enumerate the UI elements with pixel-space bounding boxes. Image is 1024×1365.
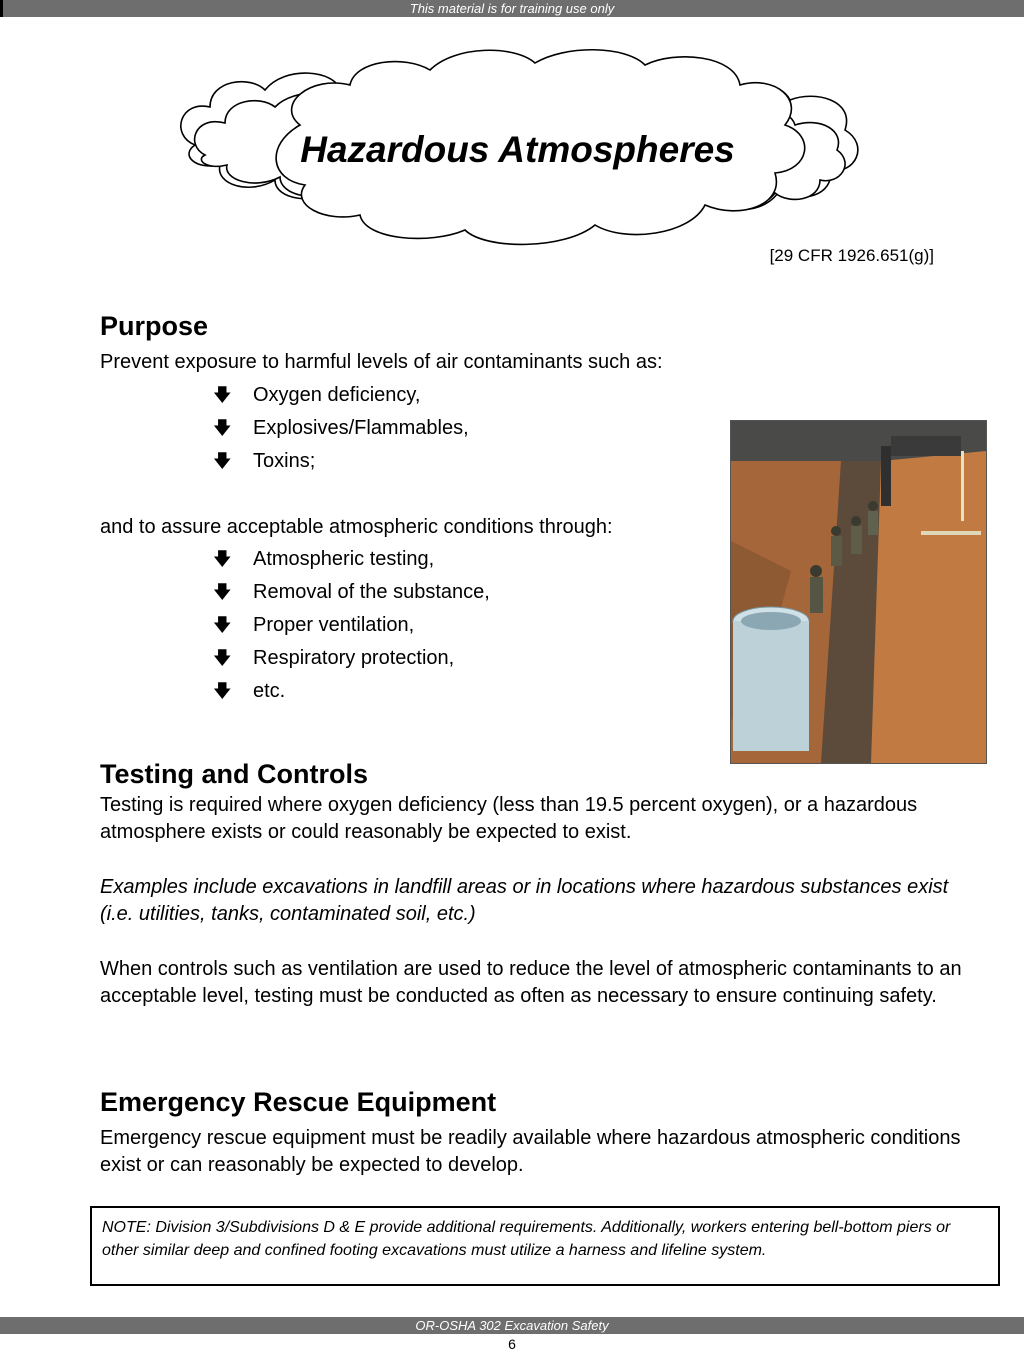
list-item: 🡇 Proper ventilation, — [213, 612, 490, 645]
contaminant-list — [213, 382, 469, 481]
arrow-down-icon: 🡇 — [213, 615, 232, 635]
purpose-intro-2: and to assure acceptable atmospheric conditions through: — [100, 516, 613, 538]
list-item: 🡇 Atmospheric testing, — [213, 546, 490, 579]
list-item: 🡇 Removal of the substance, — [213, 579, 490, 612]
testing-paragraph-3: When controls such as ventilation are used to reduce the level of atmospheric contaminants to an acceptable level, testing must be conducted as often as necessary to ensure continuing safety. — [100, 958, 962, 1007]
header-banner: This material is for training use only — [0, 0, 1024, 17]
arrow-down-icon: 🡇 — [213, 385, 232, 405]
rescue-heading: Emergency Rescue Equipment — [100, 1087, 497, 1117]
footer-banner: OR-OSHA 302 Excavation Safety — [0, 1317, 1024, 1334]
testing-paragraph-2: Examples include excavations in landfill areas or in locations where hazardous substances exist (i.e. utilities, tanks, contaminated soil, etc.) — [100, 876, 949, 925]
page-title: Hazardous Atmospheres — [300, 129, 735, 170]
list-item: 🡇 Respiratory protection, — [213, 645, 490, 678]
arrow-down-icon: 🡇 — [213, 681, 232, 701]
arrow-down-icon: 🡇 — [213, 418, 232, 438]
arrow-down-icon: 🡇 — [213, 648, 232, 668]
purpose-heading: Purpose — [100, 311, 209, 341]
note-box: NOTE: Division 3/Subdivisions D & E provide additional requirements. Additionally, workers entering bell-bottom piers or other similar deep and confined footing excavations must utilize a harness and lifeline system. — [90, 1206, 1000, 1286]
list-item: 🡇 Explosives/Flammables, — [213, 415, 469, 448]
excavation-photo — [730, 420, 987, 764]
purpose-intro: Prevent exposure to harmful levels of air contaminants such as: — [100, 351, 663, 373]
arrow-down-icon: 🡇 — [213, 549, 232, 569]
testing-heading: Testing and Controls — [100, 759, 368, 789]
list-item: 🡇 etc. — [213, 678, 490, 711]
measures-list — [213, 546, 490, 711]
citation: [29 CFR 1926.651(g)] — [769, 246, 934, 265]
rescue-paragraph: Emergency rescue equipment must be readily available where hazardous atmospheric conditions exist or can reasonably be expected to develop. — [100, 1127, 961, 1176]
testing-paragraph-1: Testing is required where oxygen deficiency (less than 19.5 percent oxygen), or a hazardous atmosphere exists or could reasonably be expected to exist. — [100, 794, 918, 843]
arrow-down-icon: 🡇 — [213, 451, 232, 471]
list-item: 🡇 Toxins; — [213, 448, 469, 481]
arrow-down-icon: 🡇 — [213, 582, 232, 602]
page-number: 6 — [508, 1336, 516, 1352]
list-item: 🡇 Oxygen deficiency, — [213, 382, 469, 415]
title-cloud — [165, 45, 870, 270]
